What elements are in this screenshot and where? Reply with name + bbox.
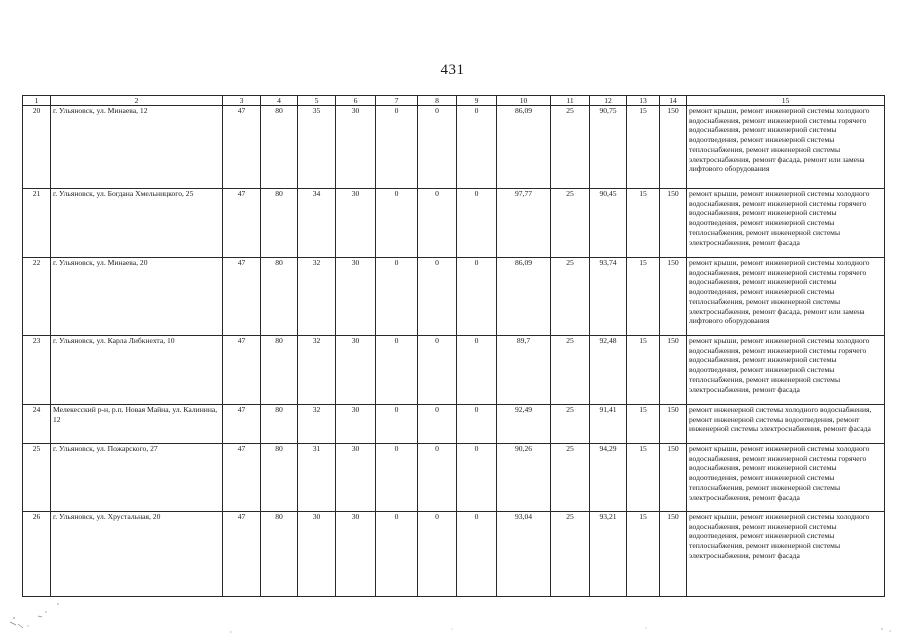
value-cell: 15 [627, 444, 660, 512]
value-cell: 25 [551, 444, 590, 512]
page-number: 431 [440, 62, 465, 78]
works-cell: ремонт инженерной системы холодного водоснабжения, ремонт инженерной системы водоотведения, ремонт инженерной системы электроснабжения, ремонт фасада [687, 405, 885, 444]
row-number: 21 [23, 189, 51, 258]
table-row [23, 405, 885, 444]
value-cell: 150 [660, 106, 687, 189]
address-cell: г. Ульяновск, ул. Богдана Хмельницкого, 25 [51, 189, 223, 258]
header-cell: 15 [687, 96, 885, 106]
value-cell: 0 [418, 336, 457, 405]
address-cell: г. Ульяновск, ул. Пожарского, 27 [51, 444, 223, 512]
value-cell: 0 [376, 106, 418, 189]
value-cell: 47 [223, 512, 261, 597]
row-number: 22 [23, 258, 51, 336]
value-cell: 0 [376, 444, 418, 512]
row-number: 23 [23, 336, 51, 405]
value-cell: 80 [261, 444, 298, 512]
value-cell: 93,74 [590, 258, 627, 336]
value-cell: 47 [223, 258, 261, 336]
row-number: 26 [23, 512, 51, 597]
header-cell: 10 [497, 96, 551, 106]
value-cell: 0 [418, 106, 457, 189]
header-cell: 4 [261, 96, 298, 106]
value-cell: 30 [336, 336, 376, 405]
header-cell: 14 [660, 96, 687, 106]
value-cell: 80 [261, 336, 298, 405]
header-cell: 1 [23, 96, 51, 106]
address-cell: г. Ульяновск, ул. Минаева, 20 [51, 258, 223, 336]
header-cell: 7 [376, 96, 418, 106]
repair-table [22, 95, 885, 597]
value-cell: 0 [418, 405, 457, 444]
value-cell: 47 [223, 106, 261, 189]
header-cell: 11 [551, 96, 590, 106]
value-cell: 25 [551, 258, 590, 336]
works-cell: ремонт крыши, ремонт инженерной системы холодного водоснабжения, ремонт инженерной системы горячего водоснабжения, ремонт инженерной системы водоотведения, ремонт инженерной системы теплоснабжения, ремонт инженерной системы электроснабжения, ремонт фасада [687, 444, 885, 512]
value-cell: 0 [376, 336, 418, 405]
value-cell: 0 [457, 405, 497, 444]
value-cell: 0 [418, 189, 457, 258]
value-cell: 32 [298, 258, 336, 336]
value-cell: 0 [376, 258, 418, 336]
header-cell: 6 [336, 96, 376, 106]
header-cell: 2 [51, 96, 223, 106]
address-cell: г. Ульяновск, ул. Хрустальная, 20 [51, 512, 223, 597]
value-cell: 0 [457, 512, 497, 597]
value-cell: 15 [627, 336, 660, 405]
works-cell: ремонт крыши, ремонт инженерной системы холодного водоснабжения, ремонт инженерной системы горячего водоснабжения, ремонт инженерной системы водоотведения, ремонт инженерной системы теплоснабжения, ремонт инженерной системы электроснабжения, ремонт фасада [687, 189, 885, 258]
table-row [23, 258, 885, 336]
value-cell: 93,21 [590, 512, 627, 597]
table-row [23, 512, 885, 597]
value-cell: 32 [298, 336, 336, 405]
works-cell: ремонт крыши, ремонт инженерной системы холодного водоснабжения, ремонт инженерной системы горячего водоснабжения, ремонт инженерной системы водоотведения, ремонт инженерной системы теплоснабжения, ремонт инженерной системы электроснабжения, ремонт фасада, ремонт или замена лифтового оборудования [687, 106, 885, 189]
value-cell: 15 [627, 106, 660, 189]
value-cell: 30 [336, 512, 376, 597]
value-cell: 25 [551, 106, 590, 189]
value-cell: 0 [457, 106, 497, 189]
address-cell: г. Ульяновск, ул. Минаева, 12 [51, 106, 223, 189]
works-cell: ремонт крыши, ремонт инженерной системы холодного водоснабжения, ремонт инженерной системы горячего водоснабжения, ремонт инженерной системы водоотведения, ремонт инженерной системы теплоснабжения, ремонт инженерной системы электроснабжения, ремонт фасада, ремонт или замена лифтового оборудования [687, 258, 885, 336]
value-cell: 150 [660, 189, 687, 258]
works-cell: ремонт крыши, ремонт инженерной системы холодного водоснабжения, ремонт инженерной системы водоотведения, ремонт инженерной системы теплоснабжения, ремонт инженерной системы электроснабжения, ремонт фасада [687, 512, 885, 597]
value-cell: 86,09 [497, 106, 551, 189]
row-number: 25 [23, 444, 51, 512]
value-cell: 30 [336, 405, 376, 444]
address-cell: г. Ульяновск, ул. Карла Либкнехта, 10 [51, 336, 223, 405]
value-cell: 92,48 [590, 336, 627, 405]
value-cell: 30 [336, 444, 376, 512]
value-cell: 47 [223, 189, 261, 258]
header-cell: 12 [590, 96, 627, 106]
value-cell: 80 [261, 189, 298, 258]
value-cell: 34 [298, 189, 336, 258]
value-cell: 25 [551, 336, 590, 405]
row-number: 20 [23, 106, 51, 189]
value-cell: 0 [457, 336, 497, 405]
column-number-row [23, 96, 885, 106]
value-cell: 0 [418, 258, 457, 336]
value-cell: 80 [261, 258, 298, 336]
table-row [23, 106, 885, 189]
value-cell: 150 [660, 336, 687, 405]
header-cell: 9 [457, 96, 497, 106]
value-cell: 0 [418, 444, 457, 512]
value-cell: 15 [627, 405, 660, 444]
value-cell: 32 [298, 405, 336, 444]
value-cell: 30 [336, 189, 376, 258]
header-cell: 13 [627, 96, 660, 106]
value-cell: 97,77 [497, 189, 551, 258]
value-cell: 91,41 [590, 405, 627, 444]
value-cell: 25 [551, 405, 590, 444]
value-cell: 47 [223, 336, 261, 405]
value-cell: 90,45 [590, 189, 627, 258]
value-cell: 93,04 [497, 512, 551, 597]
value-cell: 0 [376, 512, 418, 597]
header-cell: 5 [298, 96, 336, 106]
address-cell: Мелекесский р-н, р.п. Новая Майна, ул. Калинина, 12 [51, 405, 223, 444]
works-cell: ремонт крыши, ремонт инженерной системы холодного водоснабжения, ремонт инженерной системы горячего водоснабжения, ремонт инженерной системы водоотведения, ремонт инженерной системы теплоснабжения, ремонт инженерной системы электроснабжения, ремонт фасада [687, 336, 885, 405]
header-cell: 8 [418, 96, 457, 106]
value-cell: 0 [376, 189, 418, 258]
value-cell: 25 [551, 512, 590, 597]
table-row [23, 189, 885, 258]
value-cell: 30 [336, 106, 376, 189]
value-cell: 0 [457, 189, 497, 258]
value-cell: 31 [298, 444, 336, 512]
value-cell: 86,09 [497, 258, 551, 336]
value-cell: 0 [457, 444, 497, 512]
value-cell: 0 [376, 405, 418, 444]
value-cell: 35 [298, 106, 336, 189]
value-cell: 25 [551, 189, 590, 258]
value-cell: 150 [660, 512, 687, 597]
value-cell: 15 [627, 512, 660, 597]
value-cell: 80 [261, 405, 298, 444]
value-cell: 89,7 [497, 336, 551, 405]
table-row [23, 444, 885, 512]
value-cell: 30 [336, 258, 376, 336]
value-cell: 94,29 [590, 444, 627, 512]
table-row [23, 336, 885, 405]
value-cell: 150 [660, 444, 687, 512]
value-cell: 90,26 [497, 444, 551, 512]
value-cell: 80 [261, 106, 298, 189]
value-cell: 150 [660, 258, 687, 336]
value-cell: 0 [418, 512, 457, 597]
value-cell: 90,75 [590, 106, 627, 189]
header-cell: 3 [223, 96, 261, 106]
value-cell: 47 [223, 405, 261, 444]
value-cell: 92,49 [497, 405, 551, 444]
row-number: 24 [23, 405, 51, 444]
value-cell: 0 [457, 258, 497, 336]
value-cell: 15 [627, 189, 660, 258]
value-cell: 47 [223, 444, 261, 512]
value-cell: 80 [261, 512, 298, 597]
value-cell: 150 [660, 405, 687, 444]
value-cell: 15 [627, 258, 660, 336]
value-cell: 30 [298, 512, 336, 597]
